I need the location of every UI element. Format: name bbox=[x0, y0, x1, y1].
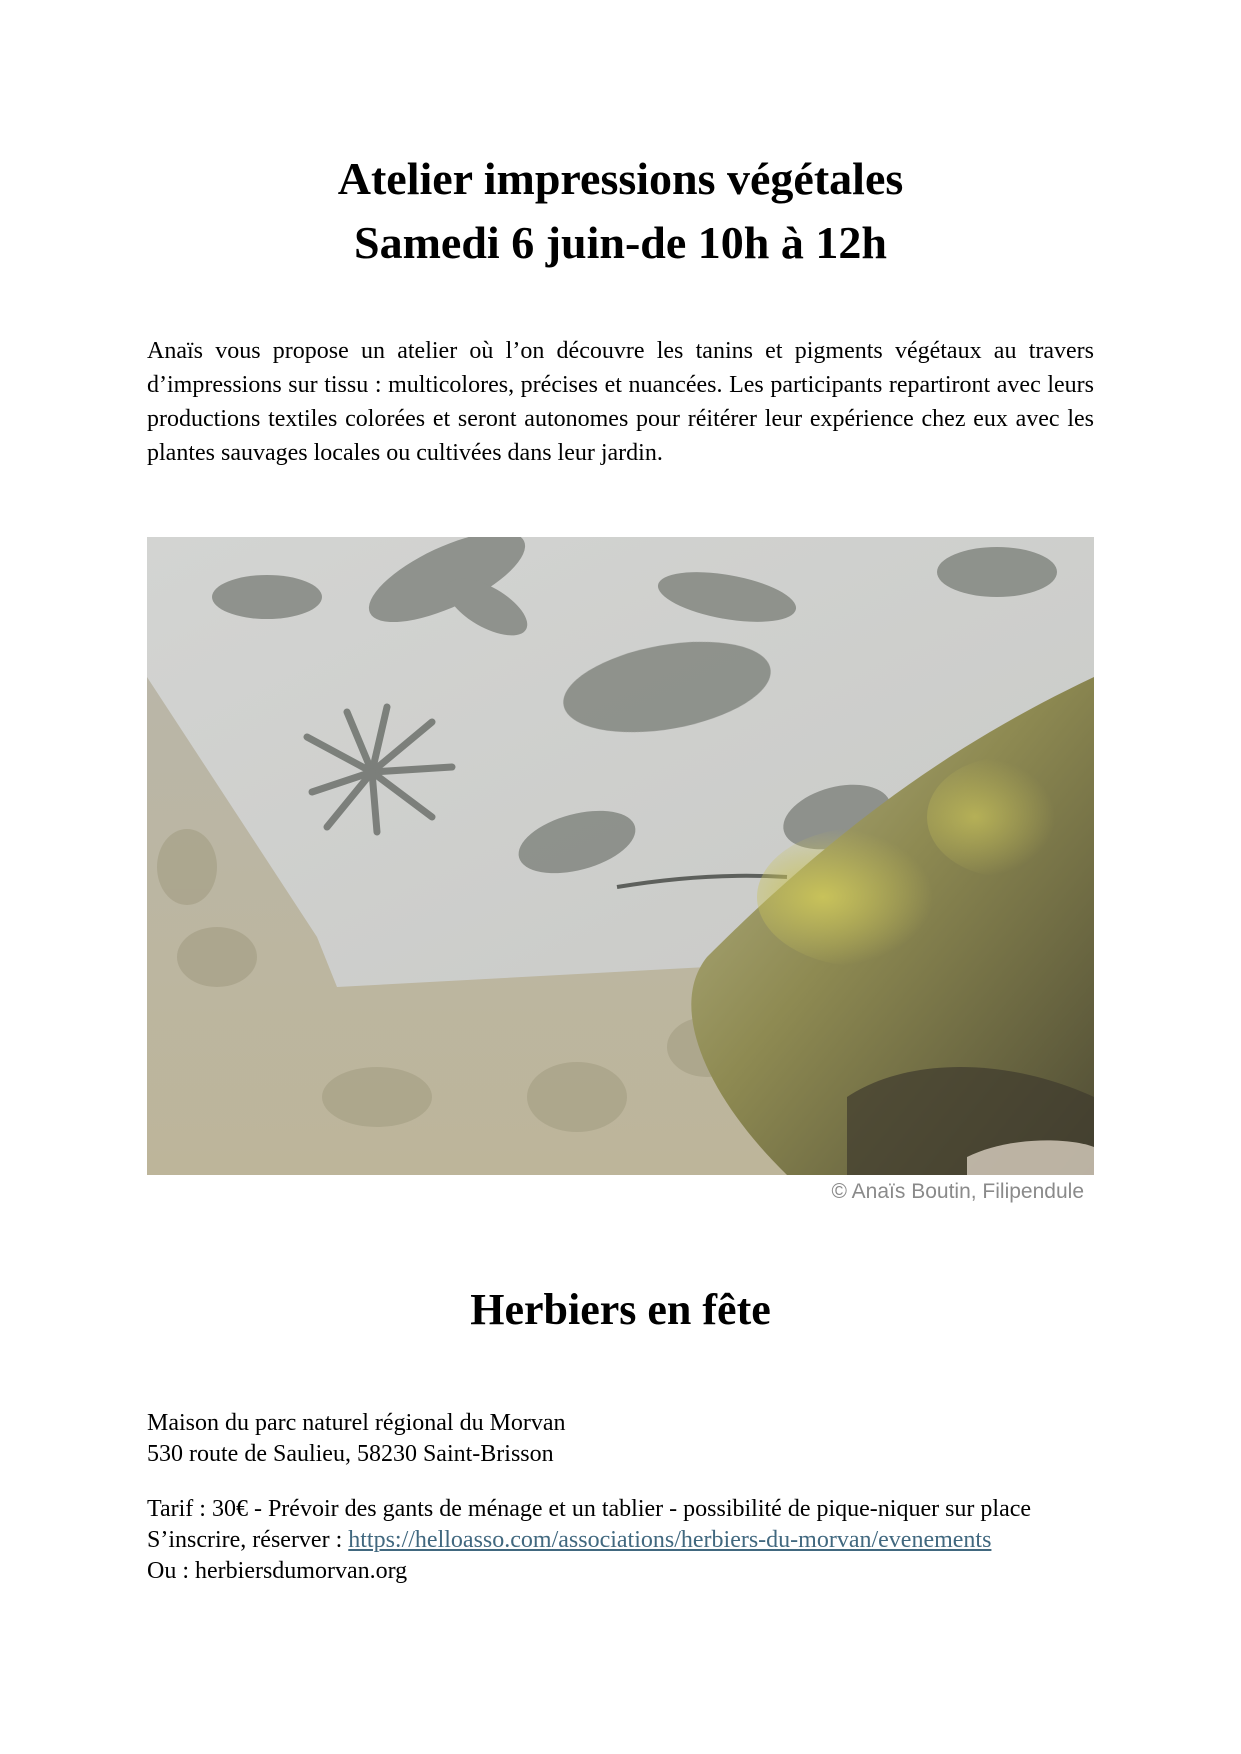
tarif-line: Tarif : 30€ - Prévoir des gants de ménage et un tablier - possibilité de pique-niquer sur place bbox=[147, 1496, 1032, 1522]
register-link[interactable]: https://helloasso.com/associations/herbiers-du-morvan/evenements bbox=[348, 1527, 992, 1553]
venue-name: Maison du parc naturel régional du Morvan bbox=[147, 1410, 566, 1436]
practical-info-block bbox=[147, 1494, 1107, 1587]
page-title bbox=[0, 147, 1241, 275]
register-label: S’inscrire, réserver : bbox=[147, 1527, 349, 1553]
intro-paragraph: Anaïs vous propose un atelier où l’on découvre les tanins et pigments végétaux au travers d’impressions sur tissu : multicolores, précises et nuancées. Les participants repartiront avec leurs productions textiles colorées et seront autonomes pour réitérer leur expérience chez eux avec les plantes sauvages locales ou cultivées dans leur jardin. bbox=[147, 338, 1094, 466]
event-title: Herbiers en fête bbox=[470, 1285, 771, 1334]
venue-address: 530 route de Saulieu, 58230 Saint-Brisson bbox=[147, 1441, 554, 1467]
register-line bbox=[147, 1525, 1107, 1556]
website-line: Ou : herbiersdumorvan.org bbox=[147, 1558, 408, 1584]
title-line-date: Samedi 6 juin-de 10h à 12h bbox=[354, 217, 887, 268]
title-line-workshop: Atelier impressions végétales bbox=[337, 153, 904, 204]
photo-credit: © Anaïs Boutin, Filipendule bbox=[831, 1180, 1084, 1203]
venue-address-block bbox=[147, 1408, 1107, 1470]
fabric-print-photo bbox=[147, 537, 1094, 1175]
